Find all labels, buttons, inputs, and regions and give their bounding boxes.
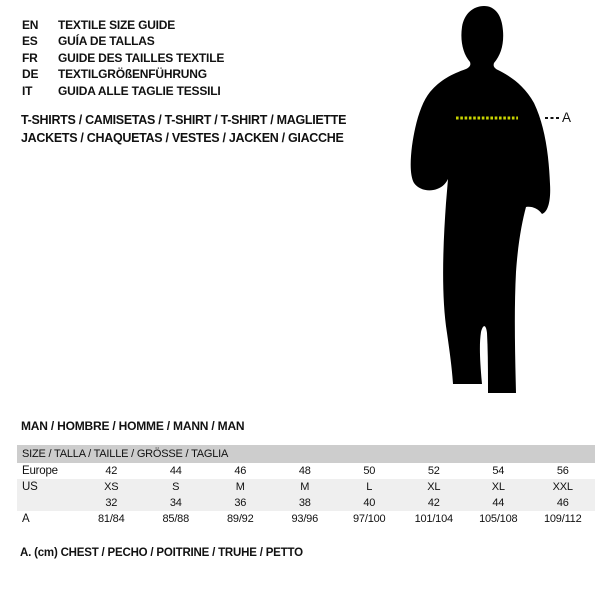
- size-value: 109/112: [543, 513, 582, 525]
- language-label: GUIDE DES TAILLES TEXTILE: [58, 50, 225, 65]
- language-row: [22, 17, 224, 33]
- size-table-body: [17, 463, 595, 527]
- language-row: [22, 66, 224, 82]
- size-table-header: SIZE / TALLA / TAILLE / GRÖSSE / TAGLIA: [17, 445, 595, 463]
- language-label: TEXTILGRÖßENFÜHRUNG: [58, 67, 207, 82]
- table-row: [17, 479, 595, 495]
- size-value: 105/108: [479, 513, 518, 525]
- language-list: [22, 17, 224, 99]
- table-row: [17, 511, 595, 527]
- size-value: L: [366, 481, 373, 493]
- measure-label-a: A: [562, 110, 571, 125]
- size-value: 44: [169, 465, 182, 477]
- size-value: 46: [556, 497, 569, 509]
- man-silhouette-figure: [400, 0, 600, 400]
- language-code: FR: [22, 50, 38, 65]
- size-value: 46: [234, 465, 247, 477]
- size-value: 97/100: [353, 513, 386, 525]
- size-value: 38: [298, 497, 311, 509]
- category-line-jackets: JACKETS / CHAQUETAS / VESTES / JACKEN / GIACCHE: [21, 131, 344, 145]
- size-value: XL: [427, 481, 441, 493]
- table-row: [17, 463, 595, 479]
- language-code: IT: [22, 83, 33, 98]
- size-value: 42: [105, 465, 118, 477]
- measurement-footnote: A. (cm) CHEST / PECHO / POITRINE / TRUHE / PETTO: [20, 547, 303, 559]
- size-value: XXL: [552, 481, 573, 493]
- size-value: 40: [363, 497, 376, 509]
- size-table: [17, 445, 595, 527]
- size-value: 54: [492, 465, 505, 477]
- size-value: 56: [556, 465, 569, 477]
- size-value: 34: [169, 497, 182, 509]
- category-list: [21, 111, 346, 147]
- language-label: TEXTILE SIZE GUIDE: [58, 18, 176, 32]
- language-label: GUÍA DE TALLAS: [58, 34, 155, 49]
- language-row: [22, 50, 224, 66]
- section-title-man: MAN / HOMBRE / HOMME / MANN / MAN: [21, 419, 245, 433]
- language-row: [22, 83, 224, 99]
- row-label: Europe: [22, 465, 58, 477]
- size-value: 85/88: [162, 513, 190, 525]
- language-row: [22, 33, 224, 49]
- size-value: 89/92: [226, 513, 254, 525]
- size-value: 32: [105, 497, 118, 509]
- language-code: EN: [22, 18, 39, 32]
- size-value: XL: [491, 481, 505, 493]
- language-label: GUIDA ALLE TAGLIE TESSILI: [58, 83, 221, 98]
- row-label: US: [22, 481, 38, 493]
- size-value: 93/96: [291, 513, 319, 525]
- size-value: 36: [234, 497, 247, 509]
- man-silhouette: [411, 6, 551, 393]
- size-value: 81/84: [97, 513, 125, 525]
- size-value: M: [235, 481, 245, 493]
- row-label: A: [22, 513, 30, 525]
- size-value: 101/104: [414, 513, 453, 525]
- size-value: 50: [363, 465, 376, 477]
- table-row: [17, 495, 595, 511]
- language-code: DE: [22, 67, 39, 82]
- language-code: ES: [22, 34, 38, 49]
- size-value: 52: [427, 465, 440, 477]
- size-value: 48: [298, 465, 311, 477]
- category-line-tshirts: T-SHIRTS / CAMISETAS / T-SHIRT / T-SHIRT / MAGLIETTE: [21, 113, 347, 127]
- size-value: 42: [427, 497, 440, 509]
- size-value: XS: [104, 481, 119, 493]
- size-value: M: [300, 481, 310, 493]
- size-value: S: [172, 481, 180, 493]
- size-value: 44: [492, 497, 505, 509]
